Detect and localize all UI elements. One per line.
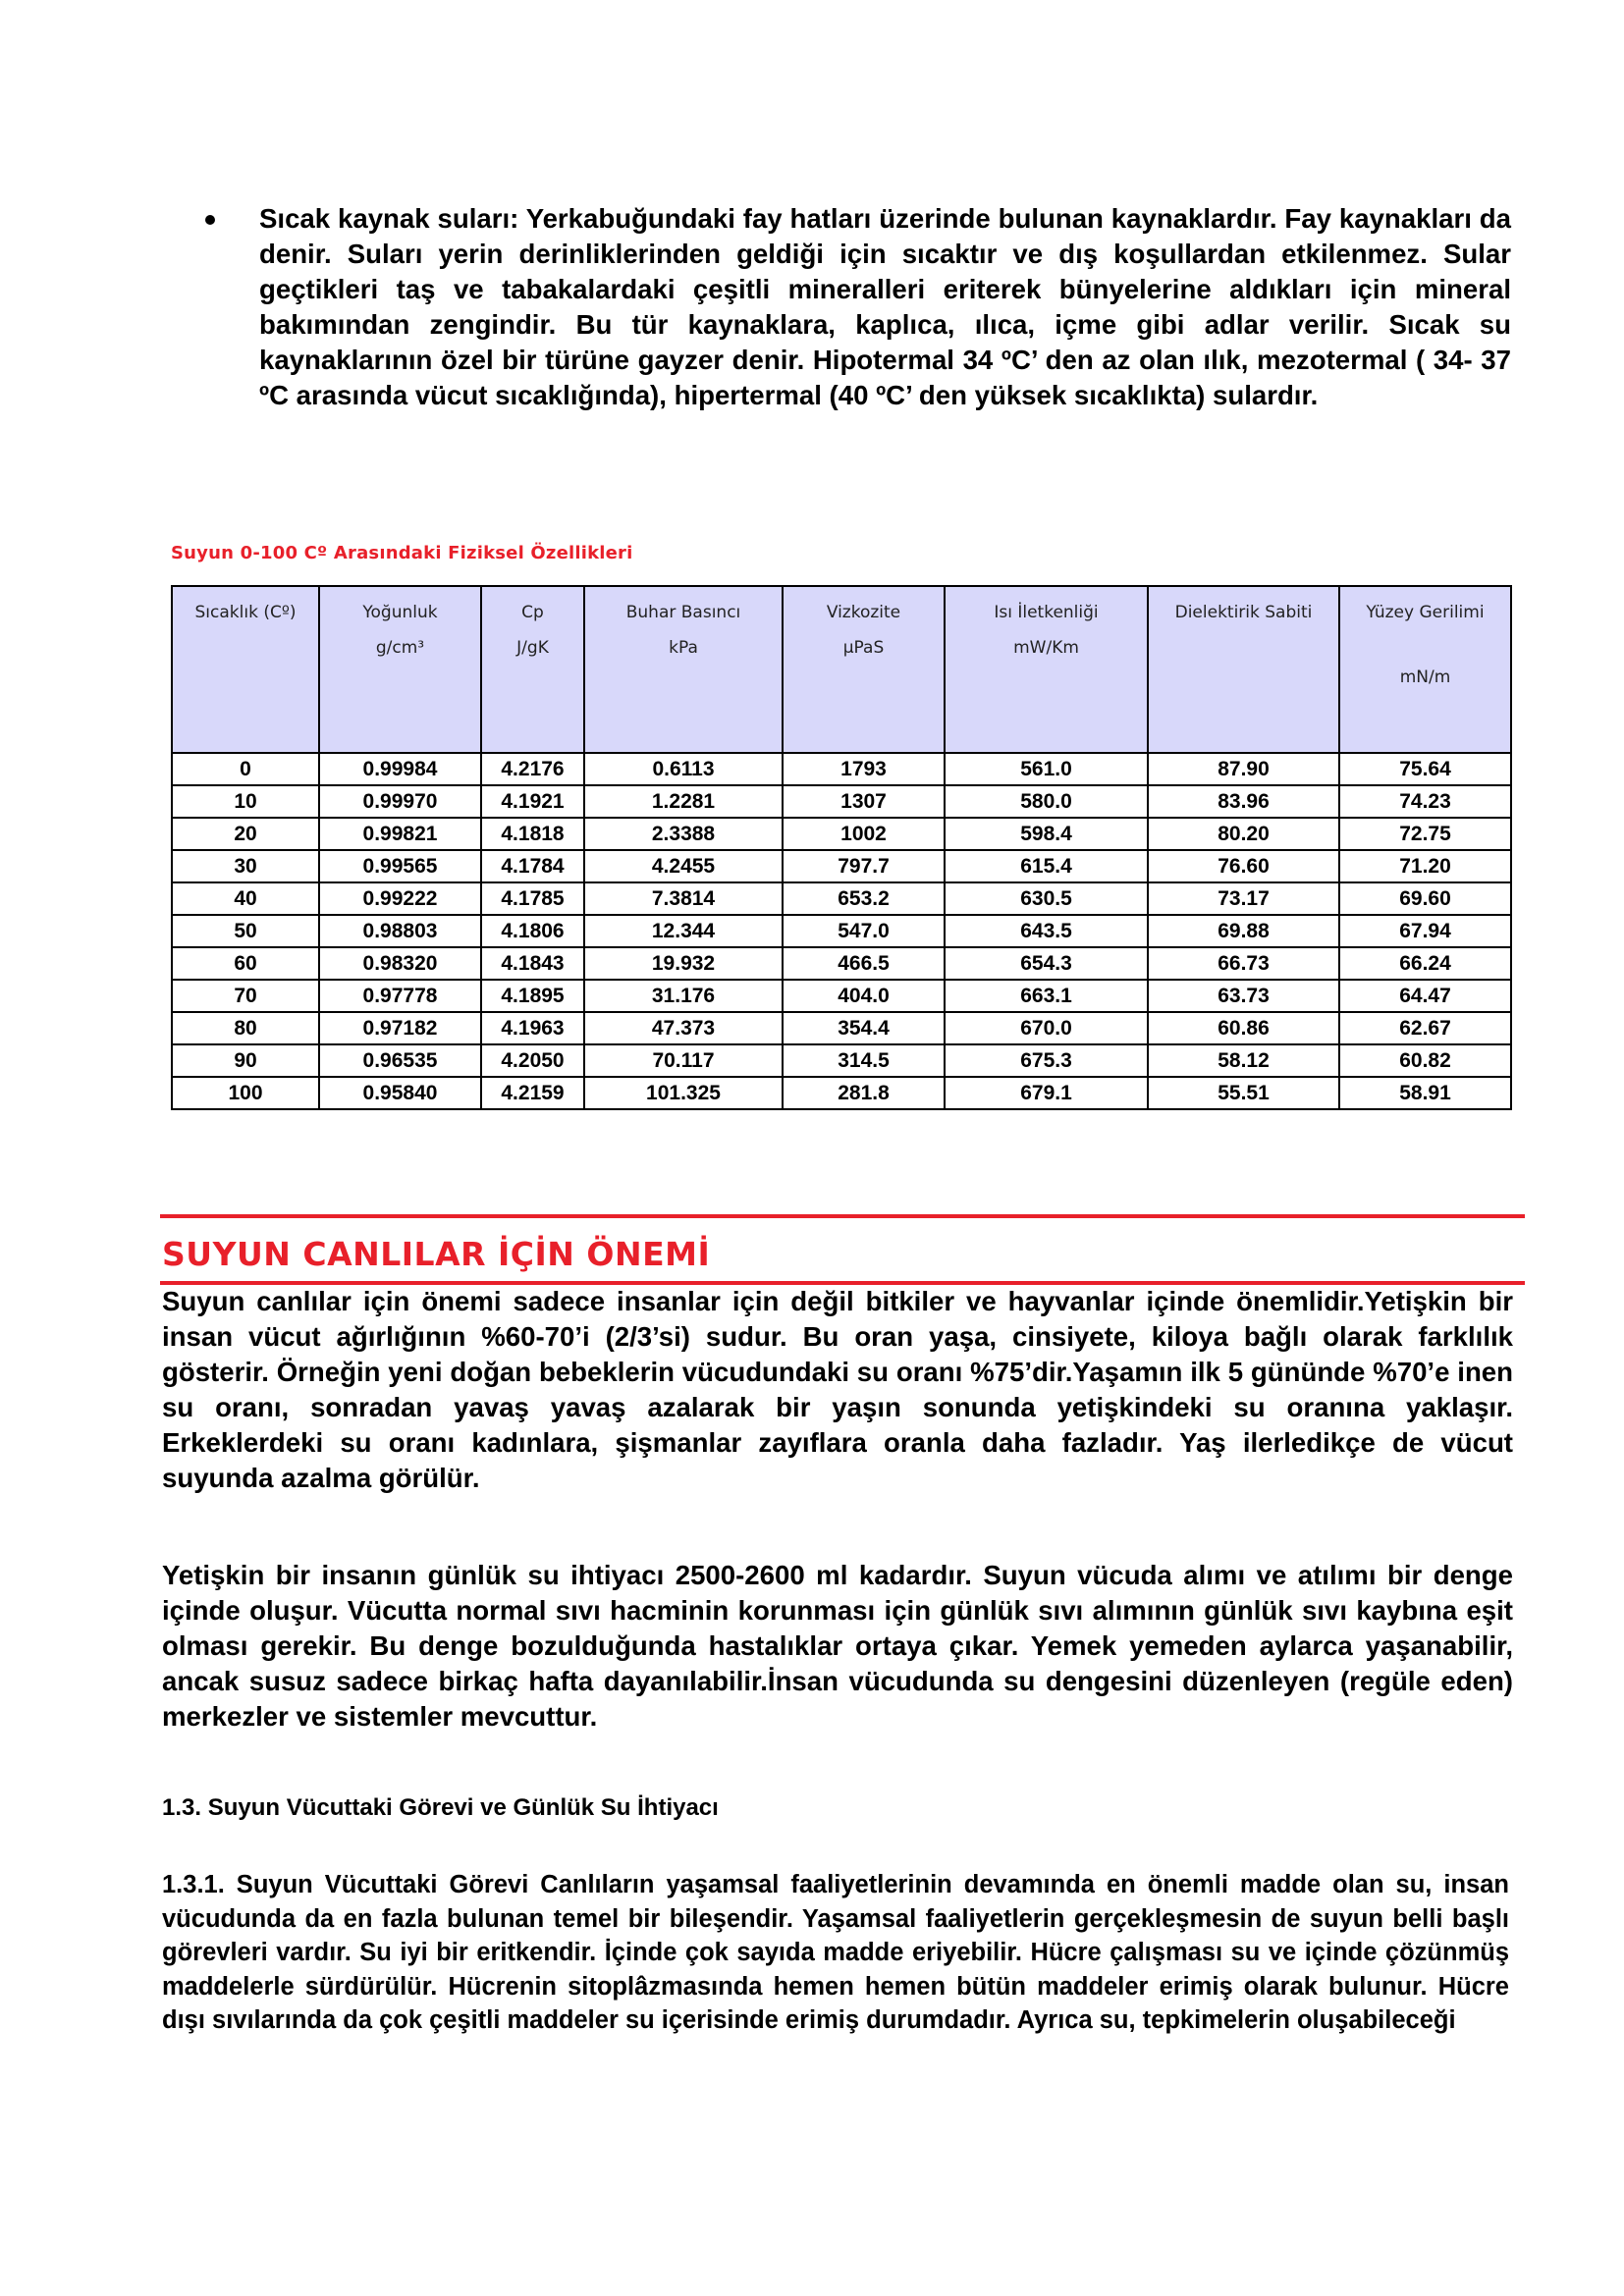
table-header-cell (481, 586, 584, 753)
table-cell: 547.0 (783, 915, 945, 947)
table-cell: 31.176 (584, 980, 783, 1012)
section-title: SUYUN CANLILAR İÇİN ÖNEMİ (162, 1235, 711, 1273)
table-cell: 7.3814 (584, 882, 783, 915)
table-cell: 643.5 (945, 915, 1148, 947)
table-row (172, 753, 1511, 785)
table-cell: 0 (172, 753, 319, 785)
table-cell: 0.95840 (319, 1077, 481, 1109)
table-cell: 4.1895 (481, 980, 584, 1012)
table-cell: 314.5 (783, 1044, 945, 1077)
table-cell: 615.4 (945, 850, 1148, 882)
bullet-paragraph: Sıcak kaynak suları: Yerkabuğundaki fay hatları üzerinde bulunan kaynaklardır. Fay kaynakları da denir. Suları yerin derinliklerinden geldiği için sıcaktır ve dış koşullardan etkilenmez. Sular geçtikleri taş ve tabakalardaki çeşitli mineralleri eriterek bünyelerine aldıkları için mineral bakımından zengindir. Bu tür kaynaklara, kaplıca, ılıca, içme gibi adlar verilir. Sıcak su kaynaklarının özel bir türüne gayzer denir. Hipotermal 34 ºC’ den az olan ılık, mezotermal ( 34- 37 ºC arasında vücut sıcaklığında), hipertermal (40 ºC’ den yüksek sıcaklıkta) sulardır. (259, 203, 1511, 410)
table-cell: 663.1 (945, 980, 1148, 1012)
table-cell: 0.99565 (319, 850, 481, 882)
bullet-icon (205, 215, 215, 225)
table-cell: 0.98320 (319, 947, 481, 980)
header-name: Isı İletkenliği (994, 603, 1099, 622)
table-cell: 50 (172, 915, 319, 947)
table-cell: 66.73 (1148, 947, 1339, 980)
header-unit: J/gK (516, 638, 549, 658)
table-cell: 561.0 (945, 753, 1148, 785)
table-row (172, 915, 1511, 947)
table-cell: 40 (172, 882, 319, 915)
header-name: Yüzey Gerilimi (1366, 603, 1485, 622)
header-unit: kPa (669, 638, 698, 658)
header-name: Buhar Basıncı (625, 603, 741, 622)
table-cell: 60.86 (1148, 1012, 1339, 1044)
header-name: Yoğunluk (362, 603, 438, 622)
table-cell: 0.99821 (319, 818, 481, 850)
table-cell: 466.5 (783, 947, 945, 980)
paragraph-importance: Suyun canlılar için önemi sadece insanlar için değil bitkiler ve hayvanlar içinde önemlidir.Yetişkin bir insan vücut ağırlığının %60-70’i (2/3’si) sudur. Bu oran yaşa, cinsiyete, kiloya bağlı olarak farklılık gösterir. Örneğin yeni doğan bebeklerin vücudundaki su oranı %75’dir.Yaşamın ilk 5 gününde %70’e inen su oranı, sonradan yavaş yavaş azalarak bir yaşın sonunda yetişkindeki su oranına yaklaşır. Erkeklerdeki su oranı kadınlara, şişmanlar zayıflara oranla daha fazladır. Yaş ilerledikçe de vücut suyunda azalma görülür. (162, 1286, 1513, 1493)
table-row (172, 1012, 1511, 1044)
table-header-cell (172, 586, 319, 753)
table-cell: 4.2159 (481, 1077, 584, 1109)
table-header-cell (319, 586, 481, 753)
header-unit: g/cm³ (375, 638, 425, 658)
table-cell: 1793 (783, 753, 945, 785)
table-cell: 0.97778 (319, 980, 481, 1012)
table-cell: 4.1785 (481, 882, 584, 915)
table-cell: 4.1818 (481, 818, 584, 850)
header-name: Dielektirik Sabiti (1174, 603, 1313, 622)
table-cell: 70.117 (584, 1044, 783, 1077)
table-cell: 60 (172, 947, 319, 980)
table-cell: 630.5 (945, 882, 1148, 915)
table-cell: 76.60 (1148, 850, 1339, 882)
table-title: Suyun 0-100 Cº Arasındaki Fiziksel Özellikleri (171, 543, 633, 563)
table-cell: 66.24 (1339, 947, 1511, 980)
table-row (172, 980, 1511, 1012)
table-cell: 797.7 (783, 850, 945, 882)
table-cell: 0.97182 (319, 1012, 481, 1044)
paragraph-daily-need: Yetişkin bir insanın günlük su ihtiyacı 2500-2600 ml kadardır. Suyun vücuda alımı ve atılımı bir denge içinde oluşur. Vücutta normal sıvı hacminin korunması için günlük sıvı alımının günlük sıvı kaybına eşit olması gerekir. Bu denge bozulduğunda hastalıklar ortaya çıkar. Yemek yemeden aylarca yaşanabilir, ancak susuz sadece birkaç hafta dayanılabilir.İnsan vücudunda su dengesini düzenleyen (regüle eden) merkezler ve sistemler mevcuttur. (162, 1560, 1513, 1732)
header-unit: mW/Km (1013, 638, 1079, 658)
header-unit (1149, 628, 1338, 662)
table-cell: 654.3 (945, 947, 1148, 980)
table-cell: 0.6113 (584, 753, 783, 785)
table-row (172, 850, 1511, 882)
table-row (172, 882, 1511, 915)
table-cell: 1307 (783, 785, 945, 818)
table-row (172, 1044, 1511, 1077)
table-cell: 73.17 (1148, 882, 1339, 915)
table-cell: 580.0 (945, 785, 1148, 818)
section-header (160, 1214, 1525, 1285)
table-cell: 675.3 (945, 1044, 1148, 1077)
table-cell: 2.3388 (584, 818, 783, 850)
header-unit: mN/m (1399, 667, 1451, 687)
table-header-row (172, 586, 1511, 753)
table-row (172, 818, 1511, 850)
subheading: 1.3. Suyun Vücuttaki Görevi ve Günlük Su İhtiyacı (162, 1794, 719, 1821)
table-cell: 0.99970 (319, 785, 481, 818)
table-cell: 12.344 (584, 915, 783, 947)
paragraph-body-function: 1.3.1. Suyun Vücuttaki Görevi Canlıların yaşamsal faaliyetlerinin devamında en önemli madde olan su, insan vücudunda da en fazla bulunan temel bir bileşendir. Yaşamsal faaliyetlerin gerçekleşmesin de suyun belli başlı görevleri vardır. Su iyi bir eritkendir. İçinde çok sayıda madde eriyebilir. Hücre çalışması su ve içinde çözünmüş maddelerle sürdürülür. Hücrenin sitoplâzmasında hemen hemen bütün maddeler erimiş olarak bulunur. Hücre dışı sıvılarında da çok çeşitli maddeler su içerisinde erimiş durumdadır. Ayrıca su, tepkimelerin oluşabileceği (162, 1871, 1509, 2034)
table-cell: 404.0 (783, 980, 945, 1012)
table-cell: 101.325 (584, 1077, 783, 1109)
table-cell: 4.1784 (481, 850, 584, 882)
table-cell: 90 (172, 1044, 319, 1077)
table-cell: 74.23 (1339, 785, 1511, 818)
table-cell: 4.1963 (481, 1012, 584, 1044)
table-cell: 63.73 (1148, 980, 1339, 1012)
table-row (172, 947, 1511, 980)
table-header-cell (945, 586, 1148, 753)
table-cell: 4.2455 (584, 850, 783, 882)
water-properties-table (171, 585, 1512, 1110)
table-cell: 60.82 (1339, 1044, 1511, 1077)
table-cell: 69.88 (1148, 915, 1339, 947)
table-cell: 55.51 (1148, 1077, 1339, 1109)
table-cell: 0.98803 (319, 915, 481, 947)
table-cell: 1002 (783, 818, 945, 850)
table-cell: 67.94 (1339, 915, 1511, 947)
table-cell: 281.8 (783, 1077, 945, 1109)
table-cell: 0.99222 (319, 882, 481, 915)
table-cell: 69.60 (1339, 882, 1511, 915)
table-cell: 30 (172, 850, 319, 882)
table-cell: 80 (172, 1012, 319, 1044)
table-header-cell (584, 586, 783, 753)
table-header-cell (783, 586, 945, 753)
table-cell: 4.1921 (481, 785, 584, 818)
table-cell: 58.91 (1339, 1077, 1511, 1109)
table-cell: 87.90 (1148, 753, 1339, 785)
table-cell: 19.932 (584, 947, 783, 980)
table-cell: 70 (172, 980, 319, 1012)
table-cell: 80.20 (1148, 818, 1339, 850)
header-name: Cp (521, 603, 544, 622)
header-unit: µPaS (842, 638, 885, 658)
table-row (172, 1077, 1511, 1109)
table-cell: 4.1806 (481, 915, 584, 947)
table-cell: 100 (172, 1077, 319, 1109)
table-cell: 679.1 (945, 1077, 1148, 1109)
table-cell: 62.67 (1339, 1012, 1511, 1044)
table-cell: 58.12 (1148, 1044, 1339, 1077)
table-cell: 20 (172, 818, 319, 850)
bullet-item (205, 201, 1511, 413)
table-header-cell (1148, 586, 1339, 753)
table-cell: 71.20 (1339, 850, 1511, 882)
table-cell: 354.4 (783, 1012, 945, 1044)
header-unit (173, 628, 318, 632)
table-cell: 598.4 (945, 818, 1148, 850)
header-name: Vizkozite (826, 603, 901, 622)
table-cell: 0.96535 (319, 1044, 481, 1077)
table-cell: 75.64 (1339, 753, 1511, 785)
table-cell: 72.75 (1339, 818, 1511, 850)
table-cell: 653.2 (783, 882, 945, 915)
header-name: Sıcaklık (Cº) (194, 603, 297, 622)
table-cell: 4.2176 (481, 753, 584, 785)
table-cell: 47.373 (584, 1012, 783, 1044)
table-cell: 83.96 (1148, 785, 1339, 818)
table-row (172, 785, 1511, 818)
table-cell: 670.0 (945, 1012, 1148, 1044)
table-cell: 4.1843 (481, 947, 584, 980)
table-header-cell (1339, 586, 1511, 753)
table-cell: 0.99984 (319, 753, 481, 785)
table-cell: 10 (172, 785, 319, 818)
table-cell: 4.2050 (481, 1044, 584, 1077)
table-cell: 64.47 (1339, 980, 1511, 1012)
table-cell: 1.2281 (584, 785, 783, 818)
